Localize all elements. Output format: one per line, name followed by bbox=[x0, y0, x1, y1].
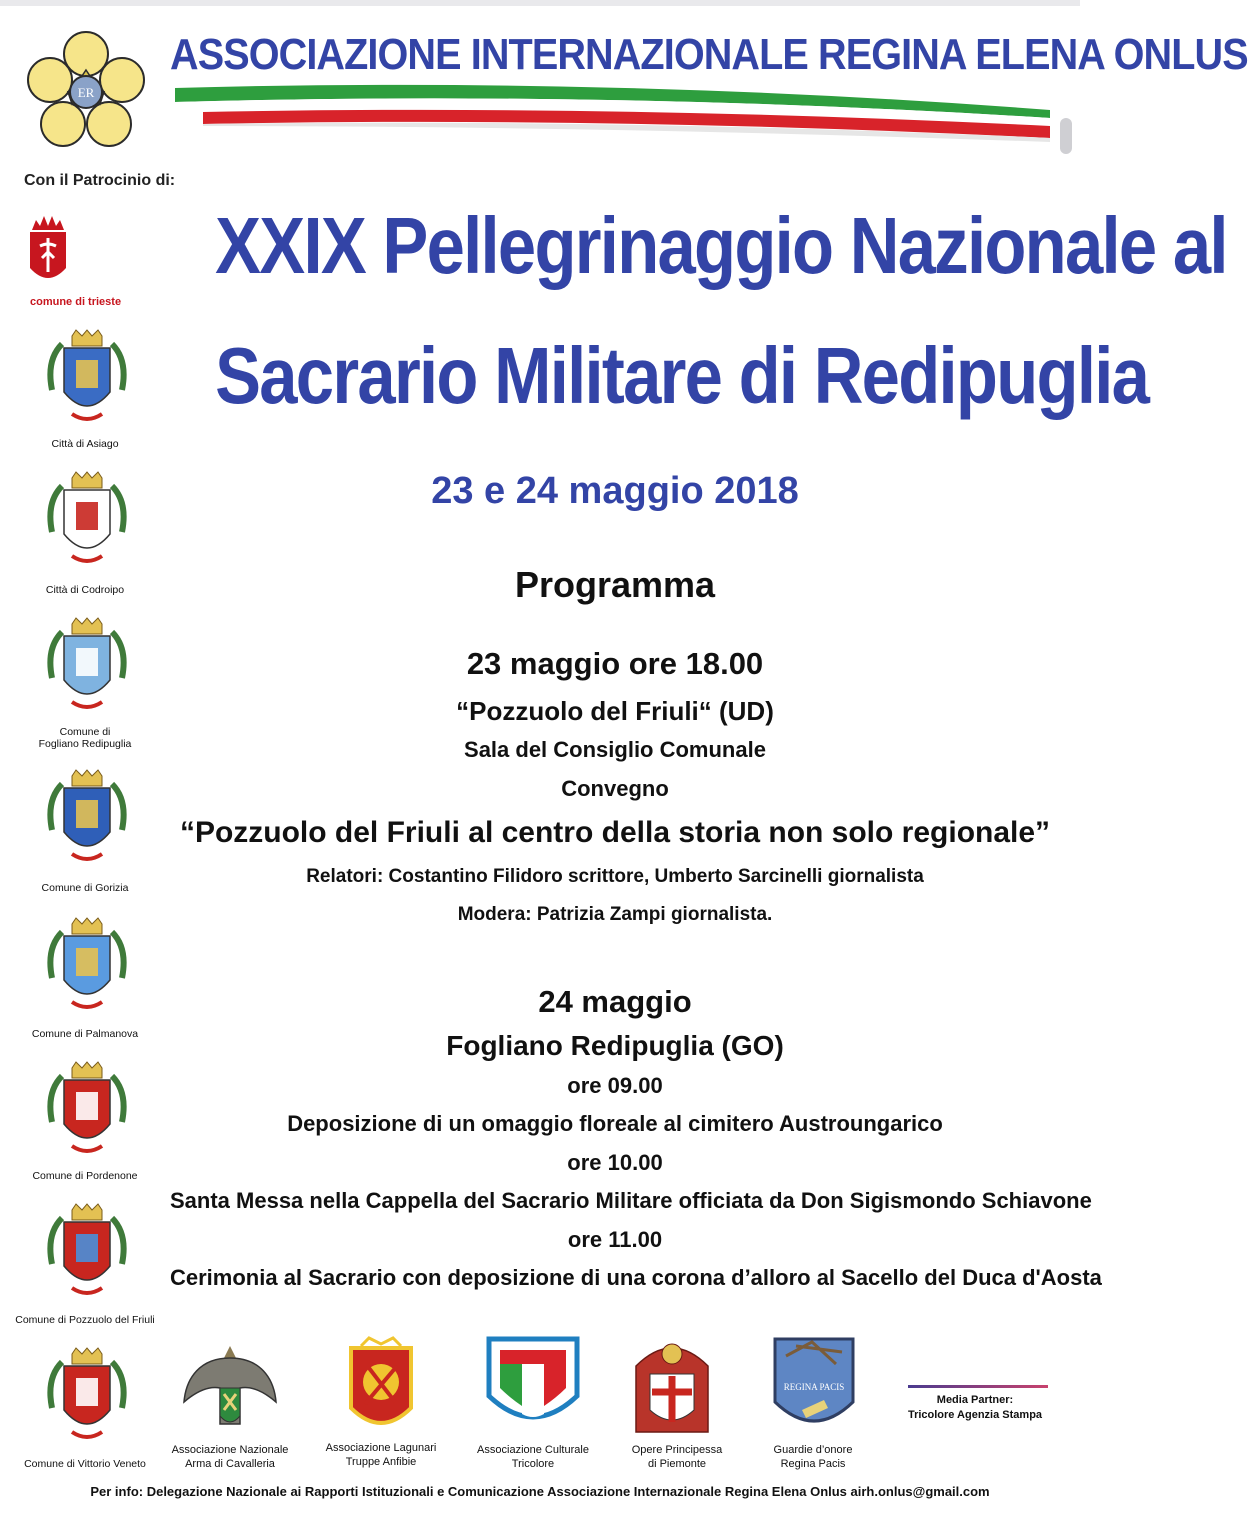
day1-place: “Pozzuolo del Friuli“ (UD) bbox=[456, 696, 774, 726]
crest-caption: Città di Codroipo bbox=[45, 584, 125, 596]
crest-palmanova-icon bbox=[42, 918, 132, 1018]
day1-date: 23 maggio ore 18.00 bbox=[466, 646, 764, 681]
event-description: Santa Messa nella Cappella del Sacrario Militare officiata da Don Sigismondo Schiavone bbox=[170, 1188, 1092, 1213]
savoy-coat-icon bbox=[632, 1336, 712, 1440]
partner-caption: Guardie d’onore Regina Pacis bbox=[773, 1444, 853, 1470]
crest-asiago-icon bbox=[42, 330, 132, 430]
crest-caption: Comune di Fogliano Redipuglia bbox=[38, 726, 132, 750]
tricolore-swoosh-icon bbox=[175, 82, 1050, 152]
crest-vittorio-icon bbox=[42, 1348, 132, 1448]
main-title-line2: Sacrario Militare di Redipuglia bbox=[215, 331, 1149, 420]
crest-caption: Città di Asiago bbox=[51, 438, 119, 450]
day1-moderator: Modera: Patrizia Zampi giornalista. bbox=[457, 904, 773, 925]
crest-caption: Comune di Pordenone bbox=[32, 1170, 138, 1182]
patronage-label: Con il Patrocinio di: bbox=[24, 172, 176, 189]
crest-pozzuolo-icon bbox=[42, 1204, 132, 1304]
program-heading: Programma bbox=[514, 564, 716, 605]
lion-emblem-icon bbox=[345, 1338, 417, 1438]
trieste-label: comune di trieste bbox=[30, 296, 122, 308]
day2-date: 24 maggio bbox=[538, 984, 692, 1019]
event-dates: 23 e 24 maggio 2018 bbox=[431, 470, 799, 512]
partner-caption: Associazione Nazionale Arma di Cavalleria bbox=[171, 1444, 289, 1470]
partner-caption: Opere Principessa di Piemonte bbox=[631, 1444, 723, 1470]
day2-place: Fogliano Redipuglia (GO) bbox=[446, 1030, 784, 1061]
footer-info: Per info: Delegazione Nazionale ai Rapporti Istituzionali e Comunicazione Associazione Internazionale Regina Elena Onlus airh.onlus@gmail.com bbox=[90, 1484, 990, 1499]
event-time: ore 10.00 bbox=[567, 1150, 663, 1175]
crest-codroipo-icon bbox=[42, 472, 132, 572]
crest-pordenone-icon bbox=[42, 1062, 132, 1162]
eagle-emblem-icon bbox=[180, 1338, 280, 1438]
crest-caption: Comune di Vittorio Veneto bbox=[24, 1458, 146, 1470]
event-description: Cerimonia al Sacrario con deposizione di una corona d’alloro al Sacello del Duca d'Aosta bbox=[170, 1265, 1102, 1290]
partner-caption: Associazione Culturale Tricolore bbox=[477, 1444, 589, 1470]
tricolore-shield-icon bbox=[486, 1336, 580, 1438]
media-partner-name: Tricolore Agenzia Stampa bbox=[907, 1409, 1043, 1421]
event-time: ore 09.00 bbox=[567, 1073, 663, 1098]
partner-caption: Associazione Lagunari Truppe Anfibie bbox=[325, 1442, 437, 1468]
main-title-line1: XXIX Pellegrinaggio Nazionale al bbox=[215, 201, 1227, 290]
scroll-indicator[interactable] bbox=[1060, 118, 1072, 154]
event-description: Deposizione di un omaggio floreale al cimitero Austroungarico bbox=[287, 1111, 943, 1136]
day1-venue: Sala del Consiglio Comunale bbox=[464, 737, 766, 762]
organization-name: ASSOCIAZIONE INTERNAZIONALE REGINA ELENA ONLUS bbox=[170, 30, 1248, 79]
regina-pacis-shield-icon bbox=[772, 1336, 856, 1440]
rose-logo-icon bbox=[24, 30, 148, 154]
media-partner-divider bbox=[908, 1385, 1048, 1388]
svg-text:ER: ER bbox=[77, 85, 95, 100]
crest-caption: Comune di Pozzuolo del Friuli bbox=[15, 1314, 155, 1326]
crest-caption: Comune di Gorizia bbox=[41, 882, 129, 894]
event-time: ore 11.00 bbox=[567, 1227, 663, 1252]
day1-type: Convegno bbox=[561, 776, 669, 801]
crest-caption: Comune di Palmanova bbox=[31, 1028, 139, 1040]
crest-fogliano-icon bbox=[42, 618, 132, 718]
day1-speakers: Relatori: Costantino Filidoro scrittore, Umberto Sarcinelli giornalista bbox=[306, 866, 924, 887]
top-edge-bar bbox=[0, 0, 1080, 6]
svg-text:REGINA PACIS: REGINA PACIS bbox=[783, 1382, 845, 1392]
crest-gorizia-icon bbox=[42, 770, 132, 870]
media-partner-label: Media Partner: bbox=[936, 1394, 1014, 1406]
day1-topic: “Pozzuolo del Friuli al centro della storia non solo regionale” bbox=[179, 816, 1051, 849]
crest-trieste-icon bbox=[28, 212, 68, 288]
